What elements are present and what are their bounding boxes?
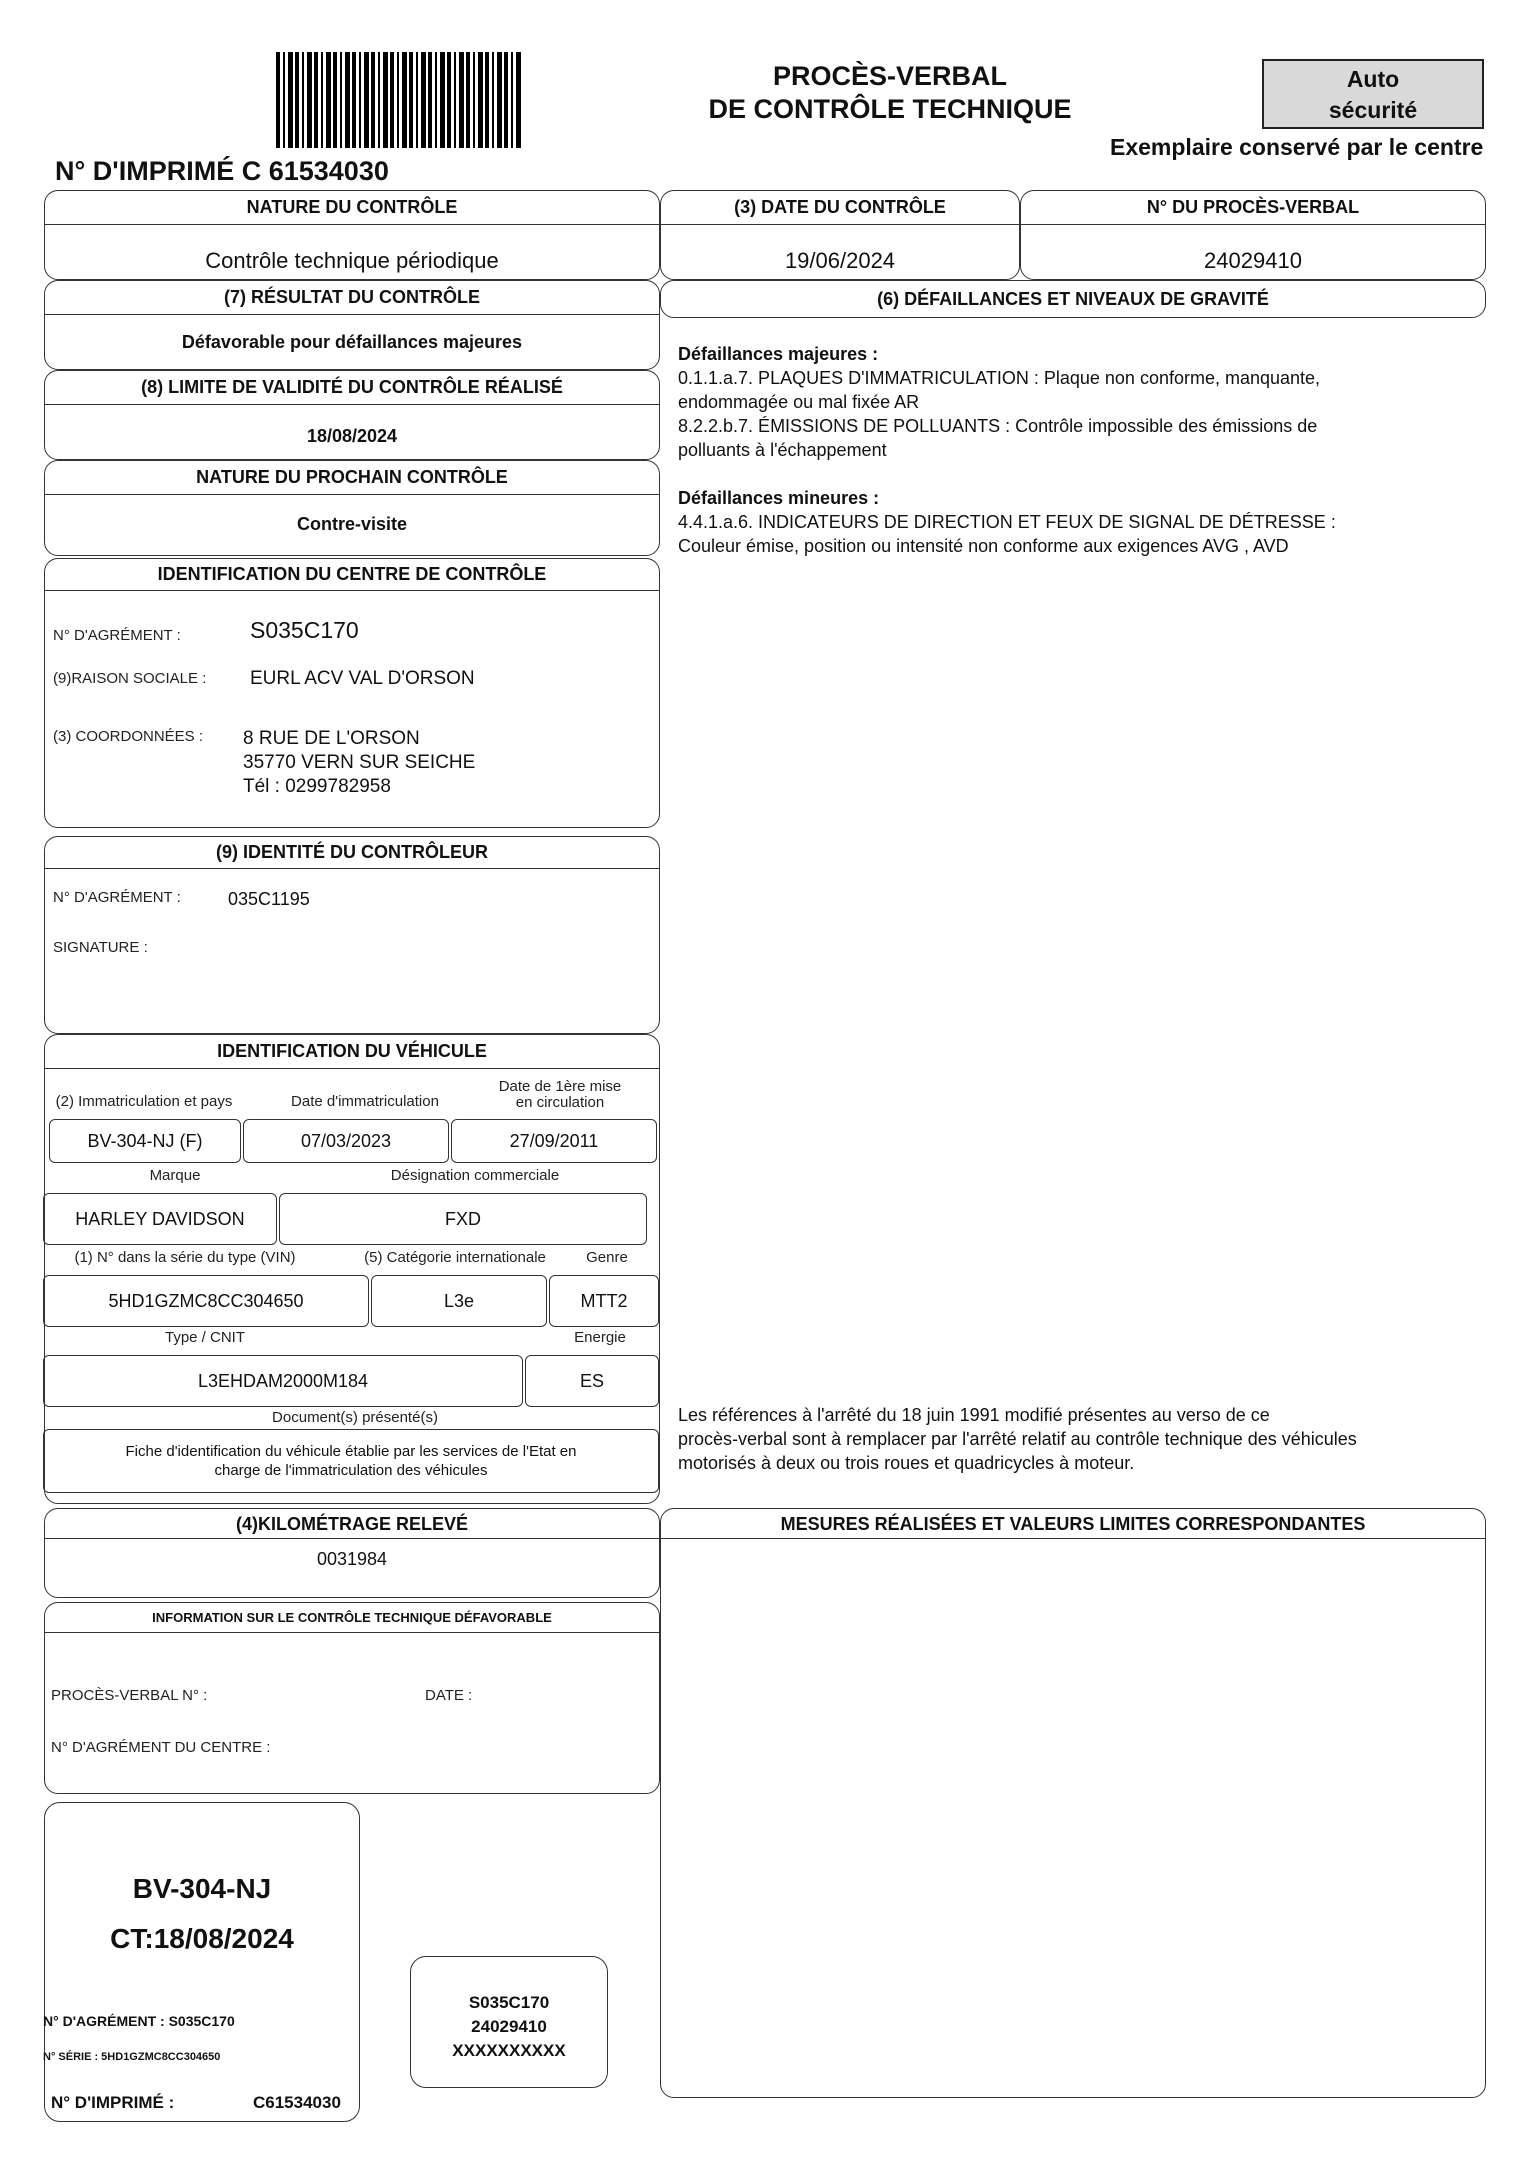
stamp-line-3: XXXXXXXXXX <box>452 2041 566 2060</box>
unfav-agrement-label: N° D'AGRÉMENT DU CENTRE : <box>51 1739 271 1756</box>
barcode <box>276 52 522 148</box>
date-value: 19/06/2024 <box>784 248 896 273</box>
type-value: L3EHDAM2000M184 <box>43 1355 523 1407</box>
center-agrement-label: N° D'AGRÉMENT : <box>53 627 181 644</box>
major-2b: polluants à l'échappement <box>678 440 887 460</box>
km-value: 0031984 <box>316 1549 388 1569</box>
vehicle-label: IDENTIFICATION DU VÉHICULE <box>45 1035 659 1069</box>
controller-agrement-label: N° D'AGRÉMENT : <box>53 889 181 906</box>
date-box <box>660 190 1020 280</box>
marque-label: Marque <box>149 1167 201 1184</box>
title-line-1: PROCÈS-VERBAL <box>772 61 1008 91</box>
immat-value: BV-304-NJ (F) <box>49 1119 241 1163</box>
unfav-label: INFORMATION SUR LE CONTRÔLE TECHNIQUE DÉFAVORABLE <box>45 1603 659 1633</box>
sticker-plate: BV-304-NJ <box>132 1873 272 1904</box>
pv-box <box>1020 190 1486 280</box>
print-number: N° D'IMPRIMÉ C 61534030 <box>55 156 389 186</box>
docs-value <box>43 1429 659 1493</box>
defects-label: (6) DÉFAILLANCES ET NIVEAUX DE GRAVITÉ <box>877 289 1269 309</box>
unfav-date-label: DATE : <box>425 1687 473 1704</box>
result-value: Défavorable pour défaillances majeures <box>181 332 523 352</box>
docs-label: Document(s) présenté(s) <box>272 1409 438 1426</box>
title-line-2: DE CONTRÔLE TECHNIQUE <box>708 94 1072 124</box>
first-circ-label <box>475 1079 645 1111</box>
center-address <box>243 727 475 799</box>
date-immat-value: 07/03/2023 <box>243 1119 449 1163</box>
type-label: Type / CNIT <box>164 1329 246 1346</box>
next-value: Contre-visite <box>296 514 408 534</box>
minor-1a: 4.4.1.a.6. INDICATEURS DE DIRECTION ET FEUX DE SIGNAL DE DÉTRESSE : <box>678 512 1336 532</box>
result-box <box>44 280 660 370</box>
controller-agrement-value: 035C1195 <box>228 889 310 909</box>
categorie-label: (5) Catégorie internationale <box>364 1249 546 1266</box>
designation-label: Désignation commerciale <box>390 1167 560 1184</box>
ref-line-1: Les références à l'arrêté du 18 juin 1991 modifié présentes au verso de ce <box>678 1405 1270 1425</box>
designation-value: FXD <box>279 1193 647 1245</box>
stamp-text <box>411 1991 607 2063</box>
measures-label: MESURES RÉALISÉES ET VALEURS LIMITES CORRESPONDANTES <box>661 1509 1485 1539</box>
center-addr-2: 35770 VERN SUR SEICHE <box>243 752 476 773</box>
copy-note: Exemplaire conservé par le centre <box>1110 134 1484 160</box>
defects-list <box>678 342 1478 558</box>
docs-line-1: Fiche d'identification du véhicule établie par les services de l'Etat en <box>125 1443 577 1460</box>
stamp-line-2: 24029410 <box>471 2017 547 2036</box>
sticker-imprime-label: N° D'IMPRIMÉ : <box>51 2093 175 2112</box>
energie-value: ES <box>525 1355 659 1407</box>
first-circ-label-1: Date de 1ère mise <box>498 1078 622 1095</box>
center-label: IDENTIFICATION DU CENTRE DE CONTRÔLE <box>45 559 659 591</box>
marque-value: HARLEY DAVIDSON <box>43 1193 277 1245</box>
signature-label: SIGNATURE : <box>53 939 148 956</box>
unfav-pv-label: PROCÈS-VERBAL N° : <box>51 1687 208 1704</box>
center-raison-value: EURL ACV VAL D'ORSON <box>250 668 475 689</box>
first-circ-value: 27/09/2011 <box>451 1119 657 1163</box>
center-tel: Tél : 0299782958 <box>243 776 391 797</box>
first-circ-label-2: en circulation <box>515 1094 605 1111</box>
center-addr-1: 8 RUE DE L'ORSON <box>243 728 420 749</box>
windshield-sticker <box>44 1802 360 2122</box>
genre-value: MTT2 <box>549 1275 659 1327</box>
date-label: (3) DATE DU CONTRÔLE <box>661 191 1019 225</box>
categorie-value: L3e <box>371 1275 547 1327</box>
nature-value: Contrôle technique périodique <box>205 248 499 273</box>
major-1b: endommagée ou mal fixée AR <box>678 392 920 412</box>
center-agrement-value: S035C170 <box>250 617 359 643</box>
minor-1b: Couleur émise, position ou intensité non conforme aux exigences AVG , AVD <box>678 536 1289 556</box>
vehicle-box <box>44 1034 660 1504</box>
validity-value: 18/08/2024 <box>306 426 398 446</box>
center-box <box>44 558 660 828</box>
center-coord-label: (3) COORDONNÉES : <box>53 728 204 745</box>
legal-references <box>678 1403 1478 1475</box>
result-label: (7) RÉSULTAT DU CONTRÔLE <box>45 281 659 315</box>
validity-box <box>44 370 660 460</box>
sticker-ct-date: CT:18/08/2024 <box>110 1923 294 1954</box>
sticker-imprime-value: C61534030 <box>253 2093 341 2112</box>
next-label: NATURE DU PROCHAIN CONTRÔLE <box>45 461 659 495</box>
nature-box <box>44 190 660 280</box>
center-raison-label: (9)RAISON SOCIALE : <box>53 670 207 687</box>
docs-line-2: charge de l'immatriculation des véhicules <box>214 1462 488 1479</box>
brand-line-1: Auto <box>1346 66 1400 92</box>
ref-line-3: motorisés à deux ou trois roues et quadricycles à moteur. <box>678 1453 1135 1473</box>
minor-title: Défaillances mineures : <box>678 488 880 508</box>
genre-label: Genre <box>586 1249 628 1266</box>
validity-label: (8) LIMITE DE VALIDITÉ DU CONTRÔLE RÉALISÉ <box>45 371 659 405</box>
brand-line-2: sécurité <box>1328 97 1418 123</box>
unfav-box <box>44 1602 660 1794</box>
km-label: (4)KILOMÉTRAGE RELEVÉ <box>45 1509 659 1539</box>
stamp-line-1: S035C170 <box>468 1993 550 2012</box>
km-box <box>44 1508 660 1598</box>
controller-box <box>44 836 660 1034</box>
measures-box <box>660 1508 1486 2098</box>
center-stamp <box>410 1956 608 2088</box>
immat-label: (2) Immatriculation et pays <box>55 1093 233 1110</box>
vin-value: 5HD1GZMC8CC304650 <box>43 1275 369 1327</box>
vin-label: (1) N° dans la série du type (VIN) <box>74 1249 296 1266</box>
date-immat-label: Date d'immatriculation <box>291 1093 439 1110</box>
major-2a: 8.2.2.b.7. ÉMISSIONS DE POLLUANTS : Contrôle impossible des émissions de <box>678 416 1318 436</box>
ref-line-2: procès-verbal sont à remplacer par l'arrêté relatif au contrôle technique des véhicules <box>678 1429 1357 1449</box>
page-title <box>690 60 1090 126</box>
energie-label: Energie <box>574 1329 626 1346</box>
sticker-agrement: N° D'AGRÉMENT : S035C170 <box>43 2013 235 2029</box>
major-title: Défaillances majeures : <box>678 344 879 364</box>
major-1a: 0.1.1.a.7. PLAQUES D'IMMATRICULATION : Plaque non conforme, manquante, <box>678 368 1321 388</box>
sticker-serie: N° SÉRIE : 5HD1GZMC8CC304650 <box>43 2051 221 2063</box>
controller-label: (9) IDENTITÉ DU CONTRÔLEUR <box>45 837 659 869</box>
nature-label: NATURE DU CONTRÔLE <box>45 191 659 225</box>
defects-header-box <box>660 280 1486 318</box>
next-box <box>44 460 660 556</box>
pv-label: N° DU PROCÈS-VERBAL <box>1021 191 1485 225</box>
pv-value: 24029410 <box>1204 248 1302 273</box>
brand-logo <box>1262 59 1484 129</box>
